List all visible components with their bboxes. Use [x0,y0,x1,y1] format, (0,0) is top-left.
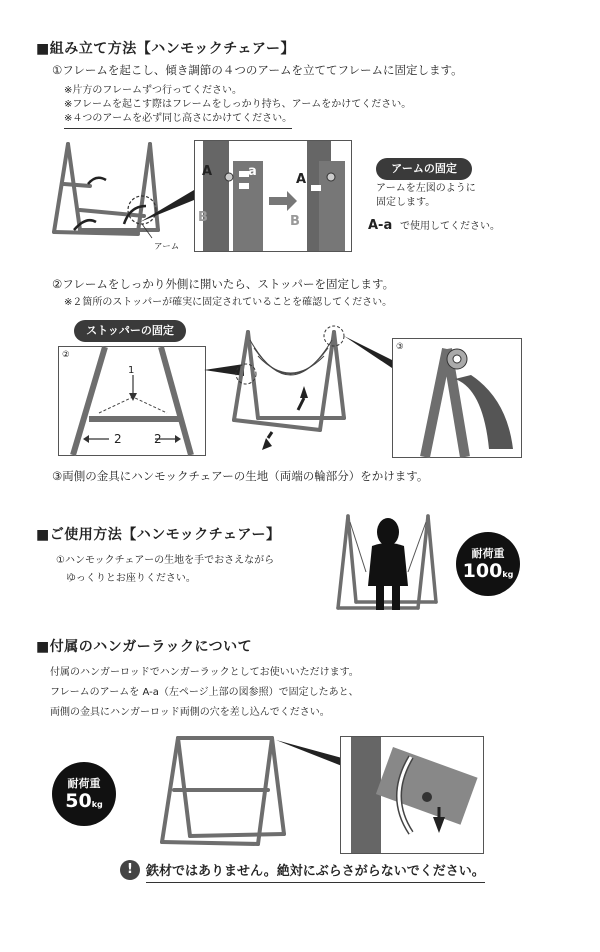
label-A-right: A [296,172,307,187]
load-value-100: 100 [462,560,503,582]
arrow-2-left-label: 2 [114,432,122,446]
label-a: a [248,164,257,179]
section3-title: ■付属のハンガーラックについて [36,639,253,655]
load-value-50: 50 [65,790,92,812]
load-label-50: 耐荷重 [67,777,101,790]
stopper-panel [58,346,206,456]
seated-illustration [332,512,442,612]
hanger-line-3: 両側の金具にハンガーロッド両側の穴を差し込んでください。 [50,707,330,718]
step3-text: ③両側の金具にハンモックチェアーの生地（両端の輪部分）をかけます。 [52,469,429,483]
load-unit-100: kg [502,570,514,579]
hook-detail-panel [392,338,522,458]
hanger-rack-illustration [150,730,350,850]
step2-text: ②フレームをしっかり外側に開いたら、ストッパーを固定します。 [52,277,395,291]
label-B-right: B [290,214,300,229]
section2-title: ■ご使用方法【ハンモックチェアー】 [36,527,281,543]
hanger-line-2: フレームのアームを A-a（左ページ上部の図参照）で固定したあと、 [50,687,359,698]
load-unit-50: kg [91,800,103,809]
arrow-2-right-label: 2 [154,432,162,446]
warning-text: 鉄材ではありません。絶対にぶらさがらないでください。 [146,860,485,883]
usage-line-1: ①ハンモックチェアーの生地を手でおさえながら [56,555,275,566]
label-A-left: A [202,164,213,179]
arm-label: アーム [154,242,180,252]
note-1: ※片方のフレームずつ行ってください。 [64,85,242,96]
stopper-title: ストッパーの固定 [74,320,186,342]
panel3-number: ③ [396,342,404,352]
section1-title: ■組み立て方法【ハンモックチェアー】 [36,41,295,57]
arm-detail-panel [194,140,352,252]
load-badge-50 [52,762,116,826]
load-badge-100 [456,532,520,596]
arm-fix-title: アームの固定 [376,158,472,180]
load-label-100: 耐荷重 [471,547,505,560]
open-frame-illustration [204,320,394,460]
step2-note: ※２箇所のストッパーが確実に固定されていることを確認してください。 [64,297,393,308]
arrow-1-label: 1 [128,365,135,376]
rod-detail-panel [340,736,484,854]
label-B-left: B [198,210,208,225]
arm-fix-desc: アームを左図のように 固定します。 [376,183,476,208]
arm-fix-code: A-a [368,218,393,233]
warning-icon: ! [120,860,140,880]
note-3: ※４つのアームを必ず同じ高さにかけてください。 [64,112,292,129]
usage-line-2: ゆっくりとお座りください。 [66,573,196,584]
hanger-line-1: 付属のハンガーロッドでハンガーラックとしてお使いいただけます。 [50,667,359,678]
arm-fix-use: で使用してください。 [400,221,500,232]
step1-text: ①フレームを起こし、傾き調節の４つのアームを立ててフレームに固定します。 [52,63,463,77]
panel2-number: ② [62,350,70,360]
note-2: ※フレームを起こす際はフレームをしっかり持ち、アームをかけてください。 [64,99,412,110]
